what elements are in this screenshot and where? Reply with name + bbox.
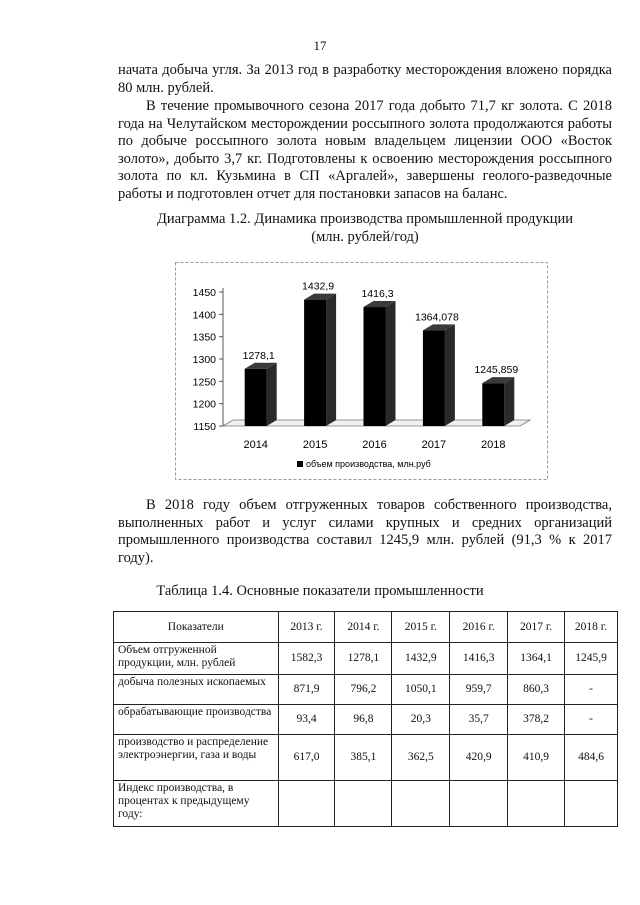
x-tick-label: 2014 xyxy=(243,439,268,451)
table-row xyxy=(114,705,618,735)
table-row xyxy=(114,735,618,781)
table-cell: 20,3 xyxy=(392,705,450,735)
y-tick-label: 1450 xyxy=(192,287,216,299)
table-cell: 1050,1 xyxy=(392,675,450,705)
header-2016: 2016 г. xyxy=(450,612,508,643)
chart-svg xyxy=(175,262,548,480)
chart-caption-line1: Диаграмма 1.2. Динамика производства промышленной продукции xyxy=(157,211,573,227)
table-cell xyxy=(565,781,618,827)
table-cell: Объем отгруженной продукции, млн. рублей xyxy=(114,643,279,675)
chart-caption xyxy=(118,210,612,246)
industry-indicators-table xyxy=(113,611,618,827)
paragraph-coal: начата добыча угля. За 2013 год в разработку месторождения вложено порядка 80 млн. рублей. xyxy=(118,62,612,96)
table-cell: 484,6 xyxy=(565,735,618,781)
bar-side xyxy=(445,324,455,426)
table-cell: 93,4 xyxy=(278,705,335,735)
table-cell: производство и распределение электроэнергии, газа и воды xyxy=(114,735,279,781)
x-tick-label: 2018 xyxy=(481,439,506,451)
bar-side xyxy=(326,294,336,426)
paragraph-gold: В течение промывочного сезона 2017 года добыто 71,7 кг золота. С 2018 года на Челутайском месторождении россыпного золота продолжаются работы по добыче россыпного золота новым владельцем лицензии ООО «Восток золото», добыто 3,7 кг. Подготовлены к освоению месторождения россыпного золота по кл. Кузьмина в СП «Аргалей», завершены геолого-разведочные работы и подготовлен отчет для постановки запасов на баланс. xyxy=(118,98,612,202)
table-cell: 871,9 xyxy=(278,675,335,705)
table-cell: 1278,1 xyxy=(335,643,392,675)
header-2015: 2015 г. xyxy=(392,612,450,643)
table-cell xyxy=(450,781,508,827)
table-cell xyxy=(508,781,565,827)
y-tick-label: 1350 xyxy=(192,331,216,344)
production-chart xyxy=(175,262,548,480)
table-cell xyxy=(335,781,392,827)
y-tick-label: 1200 xyxy=(192,398,216,411)
bar xyxy=(482,383,504,426)
header-2017: 2017 г. xyxy=(508,612,565,643)
header-2014: 2014 г. xyxy=(335,612,392,643)
bar xyxy=(423,330,445,426)
table-cell: добыча полезных ископаемых xyxy=(114,675,279,705)
bar xyxy=(304,300,326,426)
table-cell: 1245,9 xyxy=(565,643,618,675)
data-label: 1432,9 xyxy=(302,280,335,293)
y-tick-label: 1300 xyxy=(192,354,216,366)
table-cell xyxy=(278,781,335,827)
table-cell: 378,2 xyxy=(508,705,565,735)
table-cell: 796,2 xyxy=(335,675,392,705)
paragraph-shipments: В 2018 году объем отгруженных товаров собственного производства, выполненных работ и услуг силами крупных и средних организаций промышленного производства составил 1245,9 млн. рублей (91,3 % к 2017 году). xyxy=(118,497,612,566)
table-cell: 96,8 xyxy=(335,705,392,735)
bar xyxy=(364,307,386,426)
y-tick-label: 1400 xyxy=(192,309,216,322)
header-indicators: Показатели xyxy=(114,612,279,643)
table-cell: 420,9 xyxy=(450,735,508,781)
x-tick-label: 2017 xyxy=(421,439,447,451)
y-tick-label: 1150 xyxy=(193,421,216,433)
x-tick-label: 2016 xyxy=(362,439,387,451)
table-cell: 1364,1 xyxy=(508,643,565,675)
table-row xyxy=(114,675,618,705)
table-cell xyxy=(392,781,450,827)
data-label: 1364,078 xyxy=(415,311,459,324)
table-row xyxy=(114,781,618,827)
table-row xyxy=(114,643,618,675)
table-cell: 410,9 xyxy=(508,735,565,781)
data-label: 1416,3 xyxy=(361,288,394,301)
table-cell: 362,5 xyxy=(392,735,450,781)
bar-side xyxy=(504,377,514,426)
table-cell: - xyxy=(565,675,618,705)
table-cell: 617,0 xyxy=(278,735,335,781)
bar-side xyxy=(267,363,277,426)
table-cell: 860,3 xyxy=(508,675,565,705)
header-2018: 2018 г. xyxy=(565,612,618,643)
table-cell: 385,1 xyxy=(335,735,392,781)
legend-swatch xyxy=(297,461,303,467)
table-cell: обрабатывающие производства xyxy=(114,705,279,735)
table-cell: 1432,9 xyxy=(392,643,450,675)
x-tick-label: 2015 xyxy=(302,439,328,451)
y-tick-label: 1250 xyxy=(192,376,216,389)
table-header-row xyxy=(114,612,618,643)
table-cell: 1416,3 xyxy=(450,643,508,675)
table-title: Таблица 1.4. Основные показатели промышленности xyxy=(156,583,484,599)
bar xyxy=(245,369,267,426)
table-cell: - xyxy=(565,705,618,735)
page-number: 17 xyxy=(313,38,327,53)
data-label: 1245,859 xyxy=(474,364,519,377)
bar-side xyxy=(386,301,396,426)
table-cell: 1582,3 xyxy=(278,643,335,675)
chart-caption-line2: (млн. рублей/год) xyxy=(311,229,419,245)
legend-label: объем производства, млн.руб xyxy=(306,459,431,469)
table-cell: 959,7 xyxy=(450,675,508,705)
data-label: 1278,1 xyxy=(242,349,275,362)
table-cell: 35,7 xyxy=(450,705,508,735)
header-2013: 2013 г. xyxy=(278,612,335,643)
table-cell: Индекс производства, в процентах к предыдущему году: xyxy=(114,781,279,827)
